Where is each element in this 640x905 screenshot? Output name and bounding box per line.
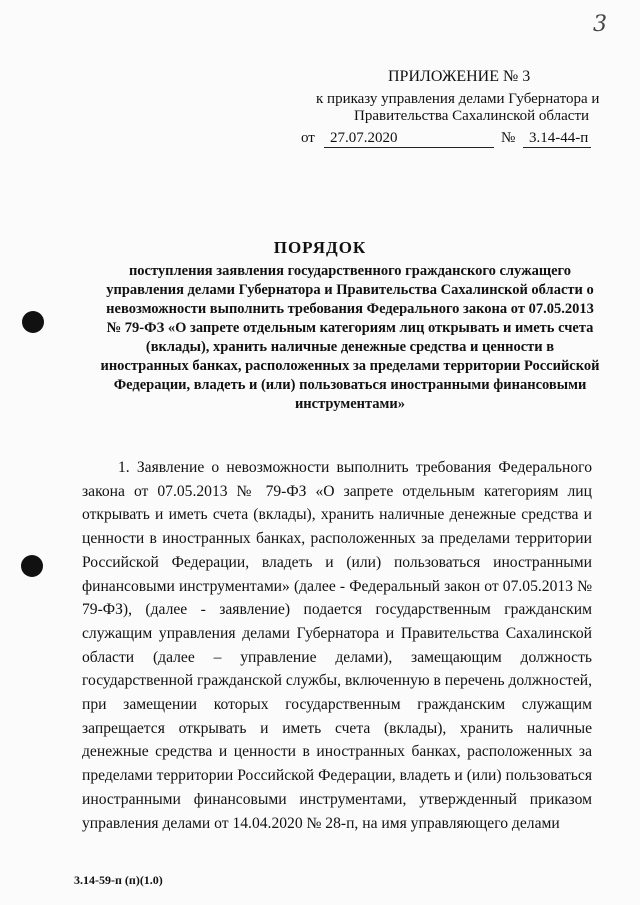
- appendix-header: [301, 68, 608, 146]
- punch-hole-top: [22, 311, 44, 333]
- document-title: ПОРЯДОК: [273, 238, 367, 257]
- punch-hole-bottom: [21, 555, 43, 577]
- order-reference: [301, 130, 601, 150]
- paragraph-1: 1. Заявление о невозможности выполнить требования Федерального закона от 07.05.2013 № 79-ФЗ «О запрете отдельным категориям лиц открывать и иметь счета (вклады), хранить наличные денежные средства и ценности в иностранных банках, расположенных за пределами территории Российской Федерации, владеть и (или) пользоваться иностранными финансовыми инструментами» (далее - Федеральный закон от 07.05.2013 № 79-ФЗ), (далее - заявление) подается государственным гражданским служащим управления делами Губернатора и Правительства Сахалинской области (далее – управление делами), замещающим должность государственной гражданской службы, включенную в перечень должностей, при замещении которых государственным гражданским служащим запрещается открывать и иметь счета (вклады), хранить наличные денежные средства и ценности в иностранных банках, расположенных за пределами территории Российской Федерации, владеть и (или) пользоваться иностранными финансовыми инструментами, утвержденный приказом управления делами от 14.04.2020 № 28-п, на имя управляющего делами: [82, 459, 593, 832]
- appendix-line-2: Правительства Сахалинской области: [354, 108, 590, 124]
- document-subtitle: поступления заявления государственного гражданского служащего управления делами Губернатора и Правительства Сахалинской области о невозможности выполнить требования Федерального закона от 07.05.2013 № 79-ФЗ «О запрете отдельным категориям лиц открывать и иметь счета (вклады), хранить наличные денежные средства и ценности в иностранных банках, расположенных за пределами территории Российской Федерации, владеть и (или) пользоваться иностранными финансовыми инструментами»: [100, 263, 600, 412]
- order-date: 27.07.2020: [324, 130, 494, 148]
- from-label: от: [301, 130, 315, 146]
- appendix-line-1: к приказу управления делами Губернатора и: [316, 91, 600, 107]
- number-label: №: [501, 130, 516, 146]
- handwritten-page-number: 3: [593, 12, 607, 37]
- order-number: 3.14-44-п: [523, 130, 591, 148]
- appendix-title: ПРИЛОЖЕНИЕ № 3: [388, 68, 531, 85]
- footer-document-code: 3.14-59-п (п)(1.0): [74, 873, 163, 887]
